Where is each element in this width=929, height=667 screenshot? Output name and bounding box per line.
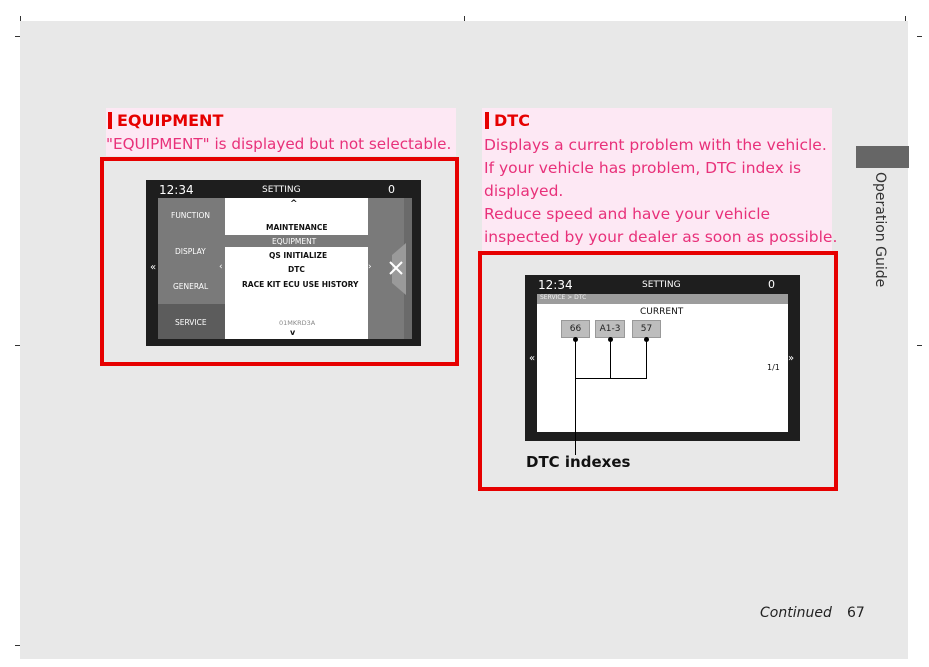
- list-item[interactable]: RACE KIT ECU USE HISTORY: [242, 280, 359, 289]
- dtc-description-line: displayed.: [484, 182, 564, 200]
- crop-mark: [15, 645, 20, 646]
- crop-mark: [20, 16, 21, 21]
- chevron-right-icon[interactable]: ›: [368, 262, 372, 272]
- callout-line: [646, 340, 647, 379]
- menu-item[interactable]: SERVICE: [175, 318, 207, 327]
- screen-indicator: 0: [768, 278, 775, 291]
- screen-time: 12:34: [159, 183, 194, 197]
- callout-dot: [608, 337, 613, 342]
- equipment-title: EQUIPMENT: [117, 111, 224, 130]
- dtc-description-line: Displays a current problem with the vehicle.: [484, 136, 827, 154]
- page-indicator: 1/1: [767, 363, 780, 372]
- continued-label: Continued: [760, 605, 832, 621]
- crop-mark: [917, 345, 922, 346]
- callout-label: DTC indexes: [526, 453, 631, 471]
- callout-line: [575, 378, 647, 379]
- dtc-code: 57: [632, 320, 661, 338]
- list-item[interactable]: QS INITIALIZE: [269, 251, 328, 260]
- dtc-status: CURRENT: [640, 307, 684, 317]
- callout-line: [610, 340, 611, 379]
- menu-item[interactable]: DISPLAY: [175, 247, 206, 256]
- crop-mark: [15, 36, 20, 37]
- callout-line: [575, 340, 576, 455]
- callout-dot: [573, 337, 578, 342]
- screen-header: SETTING: [642, 280, 681, 290]
- list-item[interactable]: MAINTENANCE: [266, 223, 328, 232]
- scroll-left-icon[interactable]: «: [529, 353, 536, 364]
- dtc-description-line: Reduce speed and have your vehicle: [484, 205, 771, 223]
- list-item[interactable]: DTC: [288, 265, 305, 274]
- crop-mark: [917, 36, 922, 37]
- screen-header: SETTING: [262, 185, 301, 195]
- wrench-icon: [387, 259, 405, 277]
- list-item: EQUIPMENT: [272, 237, 317, 246]
- scroll-left-icon[interactable]: «: [150, 262, 157, 273]
- dtc-code: 66: [561, 320, 590, 338]
- menu-item[interactable]: GENERAL: [173, 282, 209, 291]
- dtc-description-line: If your vehicle has problem, DTC index is: [484, 159, 802, 177]
- chevron-down-icon[interactable]: v: [290, 328, 296, 337]
- dtc-code: A1-3: [595, 320, 625, 338]
- screen-time: 12:34: [538, 278, 573, 292]
- breadcrumb-text: SERVICE > DTC: [540, 294, 587, 301]
- page-number: 67: [847, 605, 865, 621]
- dtc-title: DTC: [494, 111, 530, 130]
- crop-mark: [464, 16, 465, 21]
- equipment-header-bar: [108, 112, 112, 129]
- equipment-description: "EQUIPMENT" is displayed but not selectable.: [106, 135, 452, 153]
- chevron-left-icon[interactable]: ‹: [219, 262, 223, 272]
- menu-item[interactable]: FUNCTION: [171, 211, 210, 220]
- scroll-right-icon[interactable]: »: [788, 353, 795, 364]
- section-tab: [856, 146, 909, 168]
- callout-dot: [644, 337, 649, 342]
- dtc-description-line: inspected by your dealer as soon as possible.: [484, 228, 838, 246]
- crop-mark: [15, 345, 20, 346]
- crop-mark: [905, 16, 906, 21]
- screen-indicator: 0: [388, 183, 395, 196]
- chevron-up-icon[interactable]: ^: [290, 199, 298, 209]
- dtc-header-bar: [485, 112, 489, 129]
- section-label: Operation Guide: [872, 172, 888, 288]
- footer-code: 01MKRD3A: [279, 319, 316, 327]
